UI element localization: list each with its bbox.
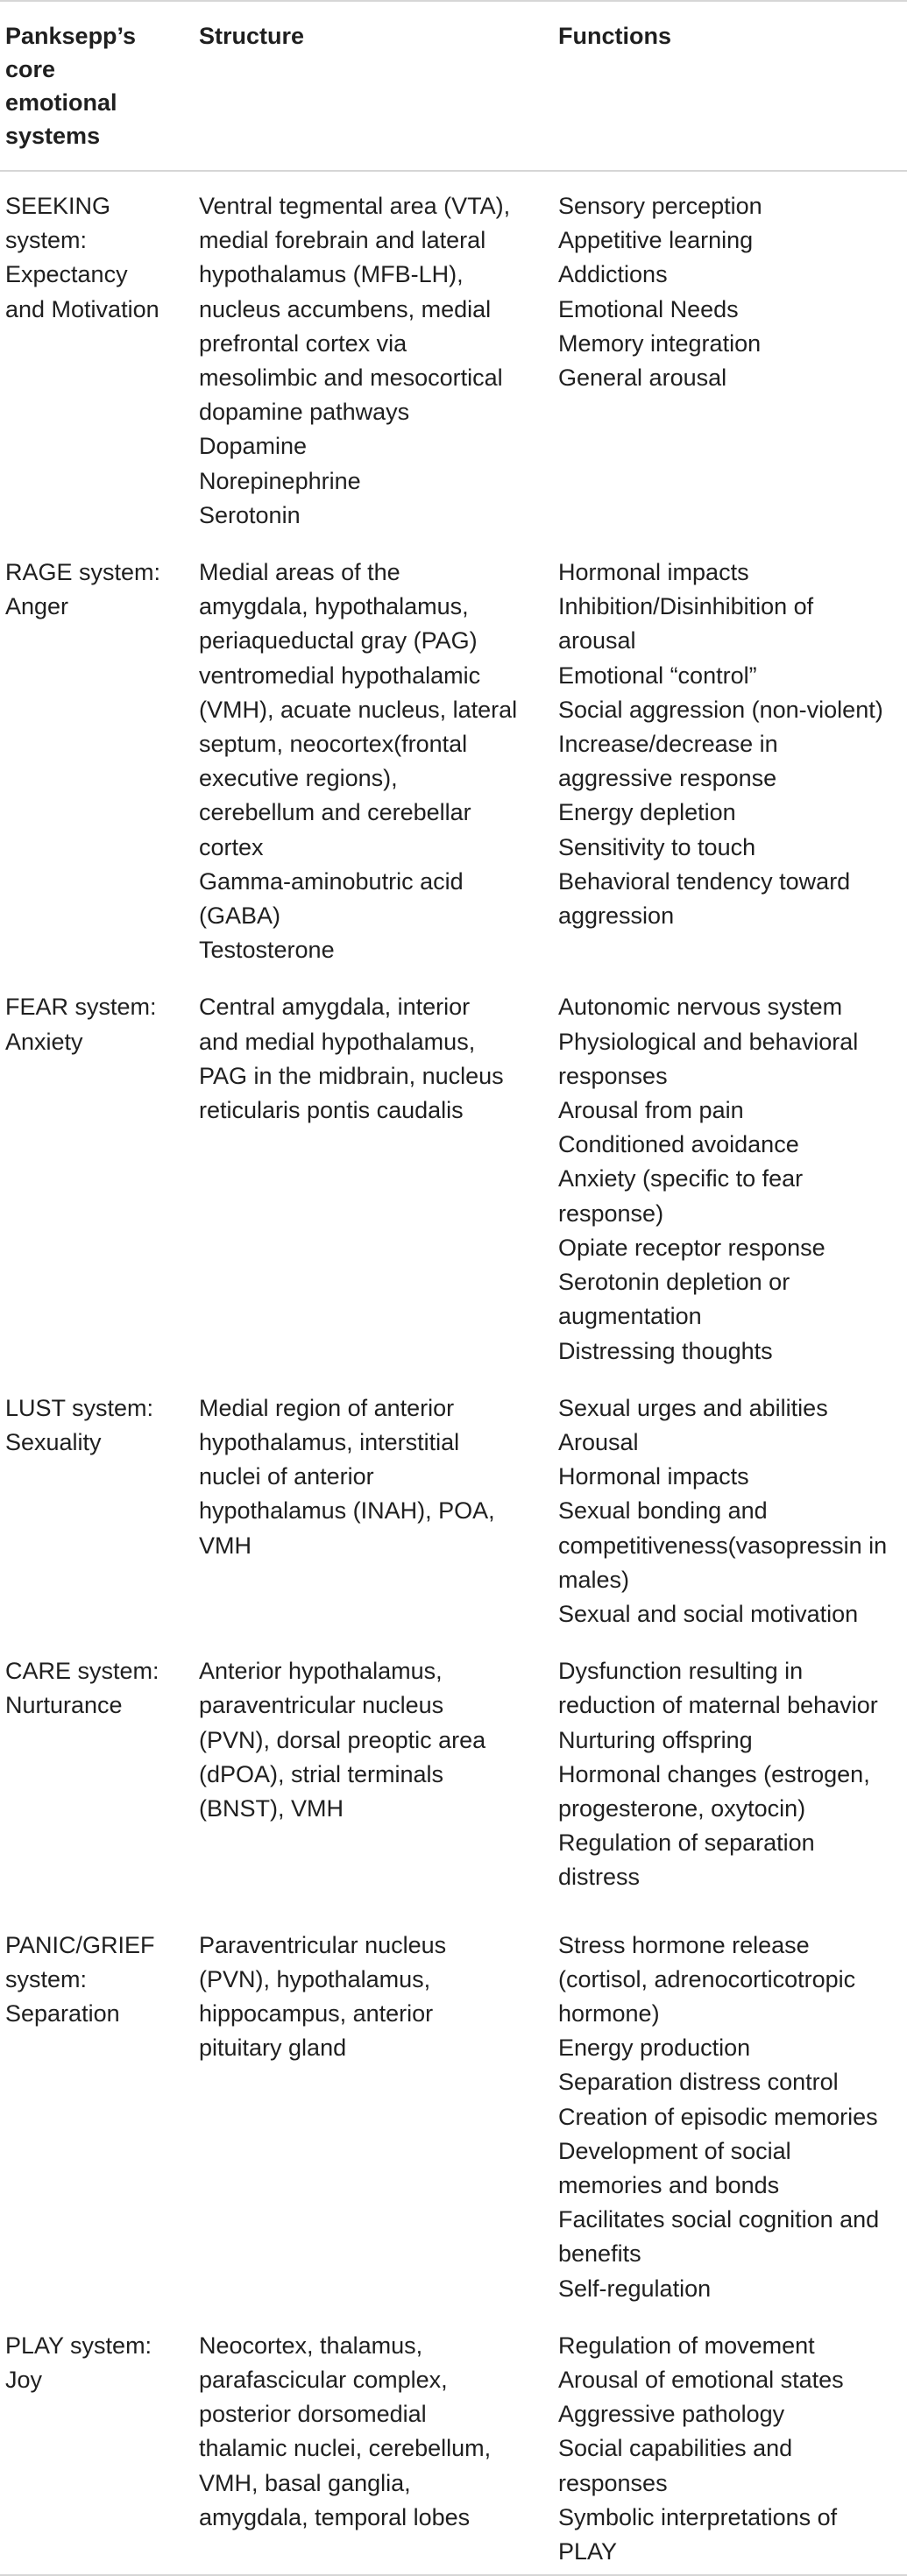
cell-text-line: Regulation of separation <box>558 1829 815 1857</box>
cell-text-line: Gamma-aminobutric acid <box>199 867 464 895</box>
system-cell <box>0 171 199 538</box>
cell-text-line: competitiveness(vasopressin in <box>558 1532 888 1559</box>
cell-text-line: aggression <box>558 902 675 930</box>
cell-text-line: Arousal <box>558 1428 639 1455</box>
cell-text-line: Facilitates social cognition and <box>558 2206 880 2233</box>
cell-text-line: (GABA) <box>199 902 281 930</box>
cell-text-line: Sensitivity to touch <box>558 833 756 860</box>
cell-text-line: periaqueductal gray (PAG) <box>199 627 478 655</box>
structure-cell <box>199 1911 558 2311</box>
cell-text-line: Medial areas of the <box>199 559 400 586</box>
cell-text-line: Opiate receptor response <box>558 1234 826 1261</box>
cell-text-line: (PVN), hypothalamus, <box>199 1965 431 1992</box>
column-header-systems <box>0 2 199 171</box>
cell-text-line: Energy depletion <box>558 799 736 826</box>
cell-text-line: arousal <box>558 627 636 655</box>
functions-cell <box>558 538 907 973</box>
cell-text-line: Sexual bonding and <box>558 1497 768 1525</box>
cell-text-line: responses <box>558 1062 668 1089</box>
cell-text-line: (VMH), acuate nucleus, lateral <box>199 696 518 723</box>
cell-text-line: nucleus accumbens, medial <box>199 295 492 322</box>
functions-cell <box>558 2311 907 2574</box>
cell-text-line: septum, neocortex(frontal <box>199 731 468 758</box>
cell-text-line: executive regions), <box>199 765 398 792</box>
cell-text-line: system: <box>5 227 88 254</box>
cell-text-line: Development of social <box>558 2137 791 2164</box>
cell-text-line: thalamic nuclei, cerebellum, <box>199 2435 492 2462</box>
cell-text-line: distress <box>558 1864 641 1891</box>
cell-text-line: Hormonal impacts <box>558 559 749 586</box>
cell-text-line: paraventricular nucleus <box>199 1692 444 1719</box>
cell-text-line: Anxiety <box>5 1028 83 1055</box>
cell-text-line: Distressing thoughts <box>558 1337 773 1364</box>
cell-text-line: posterior dorsomedial <box>199 2401 427 2428</box>
functions-cell <box>558 1374 907 1637</box>
cell-text-line: Anterior hypothalamus, <box>199 1658 443 1685</box>
cell-text-line: ventromedial hypothalamic <box>199 662 481 689</box>
cell-text-line: Serotonin depletion or <box>558 1269 790 1296</box>
cell-text-line: Self-regulation <box>558 2275 712 2302</box>
cell-text-line: Anger <box>5 593 69 620</box>
cell-text-line: and Motivation <box>5 295 159 322</box>
functions-cell <box>558 973 907 1373</box>
cell-text-line: Separation <box>5 1999 120 2027</box>
table-row <box>0 973 907 1373</box>
cell-text-line: VMH, basal ganglia, <box>199 2469 411 2496</box>
cell-text-line: Energy production <box>558 2035 751 2062</box>
cell-text-line: nuclei of anterior <box>199 1463 374 1490</box>
cell-text-line: Social capabilities and <box>558 2435 793 2462</box>
system-cell <box>0 1637 199 1910</box>
cell-text-line: Sexual and social motivation <box>558 1600 859 1627</box>
cell-text-line: hippocampus, anterior <box>199 1999 434 2027</box>
cell-text-line: Hormonal impacts <box>558 1463 749 1490</box>
cell-text-line: Ventral tegmental area (VTA), <box>199 193 511 219</box>
cell-text-line: benefits <box>558 2240 641 2268</box>
functions-cell <box>558 1637 907 1910</box>
cell-text-line: (BNST), VMH <box>199 1794 344 1822</box>
cell-text-line: RAGE system: <box>5 559 161 586</box>
cell-text-line: Medial region of anterior <box>199 1394 455 1421</box>
cell-text-line: Appetitive learning <box>558 227 754 254</box>
cell-text-line: parafascicular complex, <box>199 2366 448 2393</box>
system-cell <box>0 2311 199 2574</box>
cell-text-line: Dysfunction resulting in <box>558 1658 804 1685</box>
cell-text-line: Nurturance <box>5 1692 123 1719</box>
cell-text-line: Behavioral tendency toward <box>558 867 851 895</box>
structure-cell <box>199 2311 558 2574</box>
cell-text-line: amygdala, temporal lobes <box>199 2503 471 2530</box>
cell-text-line: cortex <box>199 833 264 860</box>
header-line: core <box>5 56 56 82</box>
table-row <box>0 2311 907 2574</box>
cell-text-line: VMH <box>199 1532 252 1559</box>
table-row <box>0 1374 907 1637</box>
system-cell <box>0 1911 199 2311</box>
cell-text-line: PLAY system: <box>5 2332 152 2359</box>
header-line: emotional <box>5 89 117 116</box>
cell-text-line: (dPOA), strial terminals <box>199 1760 444 1787</box>
cell-text-line: Arousal from pain <box>558 1097 744 1124</box>
cell-text-line: Separation distress control <box>558 2069 839 2096</box>
system-cell <box>0 973 199 1373</box>
cell-text-line: Sexuality <box>5 1428 102 1455</box>
table-header-row <box>0 2 907 171</box>
cell-text-line: progesterone, oxytocin) <box>558 1794 806 1822</box>
structure-cell <box>199 171 558 538</box>
cell-text-line: Aggressive pathology <box>558 2401 785 2428</box>
system-cell <box>0 538 199 973</box>
cell-text-line: PAG in the midbrain, nucleus <box>199 1062 504 1089</box>
cell-text-line: Neocortex, thalamus, <box>199 2332 423 2359</box>
cell-text-line: reduction of maternal behavior <box>558 1692 878 1719</box>
cell-text-line: and medial hypothalamus, <box>199 1028 476 1055</box>
cell-text-line: CARE system: <box>5 1658 159 1685</box>
cell-text-line: pituitary gland <box>199 2035 347 2062</box>
cell-text-line: Sensory perception <box>558 193 762 219</box>
cell-text-line: response) <box>558 1200 664 1227</box>
cell-text-line: Autonomic nervous system <box>558 994 843 1021</box>
cell-text-line: FEAR system: <box>5 994 157 1021</box>
cell-text-line: medial forebrain and lateral <box>199 227 486 254</box>
column-header-functions: Functions <box>558 2 907 171</box>
cell-text-line: Joy <box>5 2366 43 2393</box>
cell-text-line: (PVN), dorsal preoptic area <box>199 1726 486 1753</box>
cell-text-line: Dopamine <box>199 433 308 460</box>
cell-text-line: memories and bonds <box>558 2171 780 2198</box>
table-row <box>0 538 907 973</box>
cell-text-line: Testosterone <box>199 937 335 964</box>
cell-text-line: mesolimbic and mesocortical <box>199 364 503 392</box>
cell-text-line: Paraventricular nucleus <box>199 1931 447 1958</box>
table-body <box>0 171 907 2574</box>
cell-text-line: SEEKING <box>5 193 111 219</box>
column-header-structure: Structure <box>199 2 558 171</box>
table-row <box>0 171 907 538</box>
cell-text-line: Arousal of emotional states <box>558 2366 844 2393</box>
cell-text-line: Stress hormone release <box>558 1931 810 1958</box>
functions-cell <box>558 171 907 538</box>
cell-text-line: males) <box>558 1566 630 1593</box>
cell-text-line: Increase/decrease in <box>558 731 778 758</box>
cell-text-line: Emotional “control” <box>558 662 757 689</box>
cell-text-line: Emotional Needs <box>558 295 739 322</box>
cell-text-line: PLAY <box>558 2538 618 2565</box>
cell-text-line: Norepinephrine <box>199 467 361 494</box>
cell-text-line: Physiological and behavioral <box>558 1028 859 1055</box>
cell-text-line: Creation of episodic memories <box>558 2103 878 2130</box>
cell-text-line: system: <box>5 1965 88 1992</box>
cell-text-line: Addictions <box>558 261 668 288</box>
header-line: Panksepp’s <box>5 23 137 49</box>
cell-text-line: Sexual urges and abilities <box>558 1394 828 1421</box>
cell-text-line: amygdala, hypothalamus, <box>199 593 469 620</box>
cell-text-line: cerebellum and cerebellar <box>199 799 471 826</box>
cell-text-line: hypothalamus (MFB-LH), <box>199 261 464 288</box>
table-row <box>0 1637 907 1910</box>
functions-cell <box>558 1911 907 2311</box>
cell-text-line: dopamine pathways <box>199 399 410 426</box>
cell-text-line: Nurturing offspring <box>558 1726 753 1753</box>
system-cell <box>0 1374 199 1637</box>
cell-text-line: (cortisol, adrenocorticotropic <box>558 1965 856 1992</box>
cell-text-line: prefrontal cortex via <box>199 329 407 357</box>
structure-cell <box>199 1637 558 1910</box>
cell-text-line: responses <box>558 2469 668 2496</box>
structure-cell <box>199 973 558 1373</box>
cell-text-line: reticularis pontis caudalis <box>199 1097 464 1124</box>
header-line: systems <box>5 123 101 149</box>
cell-text-line: Social aggression (non-violent) <box>558 696 883 723</box>
cell-text-line: PANIC/GRIEF <box>5 1931 155 1958</box>
cell-text-line: Regulation of movement <box>558 2332 815 2359</box>
table-row <box>0 1911 907 2311</box>
cell-text-line: augmentation <box>558 1303 702 1330</box>
emotional-systems-table <box>0 2 907 2574</box>
cell-text-line: hypothalamus (INAH), POA, <box>199 1497 495 1525</box>
cell-text-line: General arousal <box>558 364 727 392</box>
cell-text-line: aggressive response <box>558 765 777 792</box>
cell-text-line: Anxiety (specific to fear <box>558 1165 804 1192</box>
cell-text-line: Inhibition/Disinhibition of <box>558 593 814 620</box>
structure-cell <box>199 1374 558 1637</box>
cell-text-line: Central amygdala, interior <box>199 994 471 1021</box>
cell-text-line: hypothalamus, interstitial <box>199 1428 460 1455</box>
cell-text-line: Expectancy <box>5 261 128 288</box>
cell-text-line: hormone) <box>558 1999 660 2027</box>
cell-text-line: Conditioned avoidance <box>558 1131 799 1158</box>
cell-text-line: Memory integration <box>558 329 762 357</box>
structure-cell <box>199 538 558 973</box>
cell-text-line: LUST system: <box>5 1394 154 1421</box>
cell-text-line: Symbolic interpretations of <box>558 2503 838 2530</box>
cell-text-line: Serotonin <box>199 501 301 528</box>
cell-text-line: Hormonal changes (estrogen, <box>558 1760 870 1787</box>
